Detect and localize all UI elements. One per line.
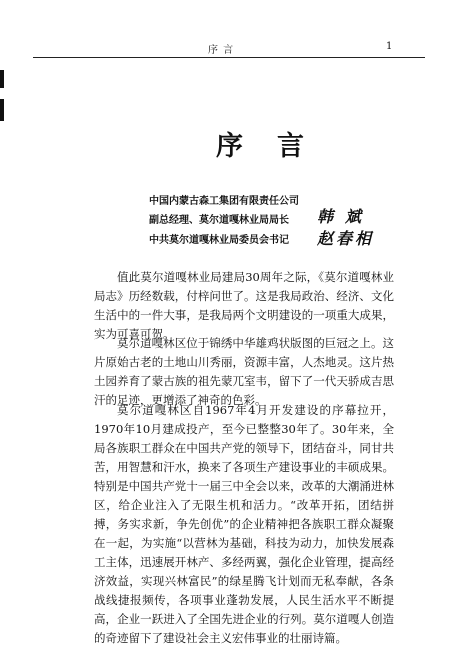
running-header-title: 序 言 [208, 45, 235, 56]
signature-org-line: 中国内蒙古森工集团有限责任公司 [149, 196, 299, 207]
body-paragraph-1: 值此莫尔道嘎林业局建局30周年之际，《莫尔道嘎林业局志》历经数载，付梓问世了。这是我局政治、经济、文化生活中的一件大事，是我局两个文明建设的一项重大成果，实为可喜可贺。 [94, 270, 394, 341]
signature-position-line: 副总经理、莫尔道嘎林业局局长 [149, 215, 289, 226]
page-edge-mark-bottom [0, 99, 4, 121]
signature-party-line: 中共莫尔道嘎林业局委员会书记 [149, 235, 289, 246]
page-title: 序言 [216, 131, 338, 162]
page-edge-mark-top [0, 70, 4, 88]
signature-name-zhao: 赵春相 [317, 229, 375, 248]
signature-name-han: 韩斌 [317, 207, 374, 226]
header-rule [33, 57, 425, 58]
page-number: 1 [386, 41, 393, 52]
body-paragraph-2: 莫尔道嘎林区位于锦绣中华雄鸡状版图的巨冠之上。这片原始古老的土地山川秀丽，资源丰富，人杰地灵。这片热土园养育了蒙古族的祖先蒙兀室韦，留下了一代天骄成吉思汗的足迹，更增添了神奇的色彩。 [94, 336, 394, 407]
body-paragraph-3: 莫尔道嘎林区自1967年4月开发建设的序幕拉开，1970年10月建成投产，至今已整整30年了。30年来，全局各族职工群众在中国共产党的领导下，团结奋斗，同甘共苦，用智慧和汗水，换来了各项生产建设事业的丰硕成果。特别是中国共产党十一届三中全会以来，改革的大潮涌进林区，给企业注入了无限生机和活力。“改革开拓，团结拼搏，务实求新，争先创优”的企业精神把各族职工群众凝聚在一起，为实施“以营林为基础，科技为动力，加快发展森工主体，迅速展开林产、多经两翼，强化企业管理，提高经济效益，实现兴林富民”的绿星腾飞计划而无私奉献，各条战线捷报频传，各项事业蓬勃发展，人民生活水平不断提高，企业一跃进入了全国先进企业的行列。莫尔道嘎人创造的奇迹留下了建设社会主义宏伟事业的壮丽诗篇。 [94, 403, 394, 645]
